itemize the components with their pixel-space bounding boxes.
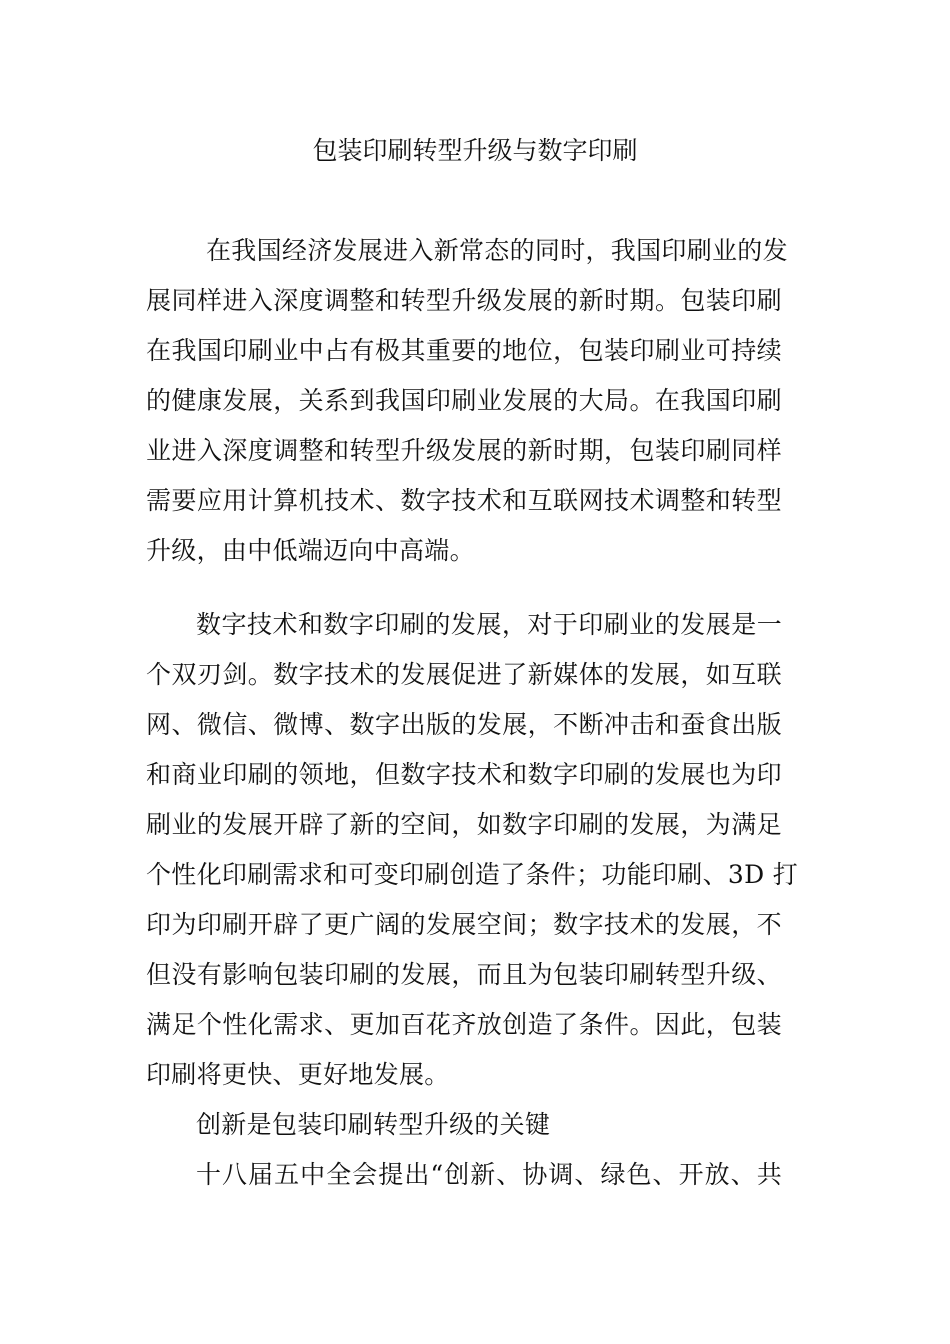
paragraph-line: 满足个性化需求、更加百花齐放创造了条件。因此，包装 [146, 1010, 782, 1039]
paragraph-line: 印为印刷开辟了更广阔的发展空间；数字技术的发展，不 [146, 910, 782, 939]
paragraph-line: 十八届五中全会提出“创新、协调、绿色、开放、共 [196, 1160, 782, 1189]
paragraph-line: 和商业印刷的领地，但数字技术和数字印刷的发展也为印 [146, 760, 782, 789]
paragraph-line: 的健康发展，关系到我国印刷业发展的大局。在我国印刷 [146, 386, 782, 415]
paragraph-line: 网、微信、微博、数字出版的发展，不断冲击和蚕食出版 [146, 710, 782, 739]
paragraph-line: 个性化印刷需求和可变印刷创造了条件；功能印刷、3D 打 [146, 860, 798, 889]
paragraph-line: 个双刃剑。数字技术的发展促进了新媒体的发展，如互联 [146, 660, 782, 689]
paragraph-line: 升级，由中低端迈向中高端。 [146, 536, 475, 565]
paragraph-line: 但没有影响包装印刷的发展，而且为包装印刷转型升级、 [146, 960, 782, 989]
paragraph-line: 需要应用计算机技术、数字技术和互联网技术调整和转型 [146, 486, 782, 515]
paragraph-line: 数字技术和数字印刷的发展，对于印刷业的发展是一 [196, 610, 782, 639]
paragraph-line: 业进入深度调整和转型升级发展的新时期，包装印刷同样 [146, 436, 782, 465]
paragraph-line: 在我国印刷业中占有极其重要的地位，包装印刷业可持续 [146, 336, 782, 365]
page-title: 包装印刷转型升级与数字印刷 [312, 136, 638, 165]
paragraph-line: 印刷将更快、更好地发展。 [146, 1060, 450, 1089]
paragraph-line: 刷业的发展开辟了新的空间，如数字印刷的发展，为满足 [146, 810, 782, 839]
paragraph-line: 在我国经济发展进入新常态的同时，我国印刷业的发 [206, 236, 788, 265]
paragraph-line: 展同样进入深度调整和转型升级发展的新时期。包装印刷 [146, 286, 782, 315]
section-heading: 创新是包装印刷转型升级的关键 [196, 1110, 551, 1139]
